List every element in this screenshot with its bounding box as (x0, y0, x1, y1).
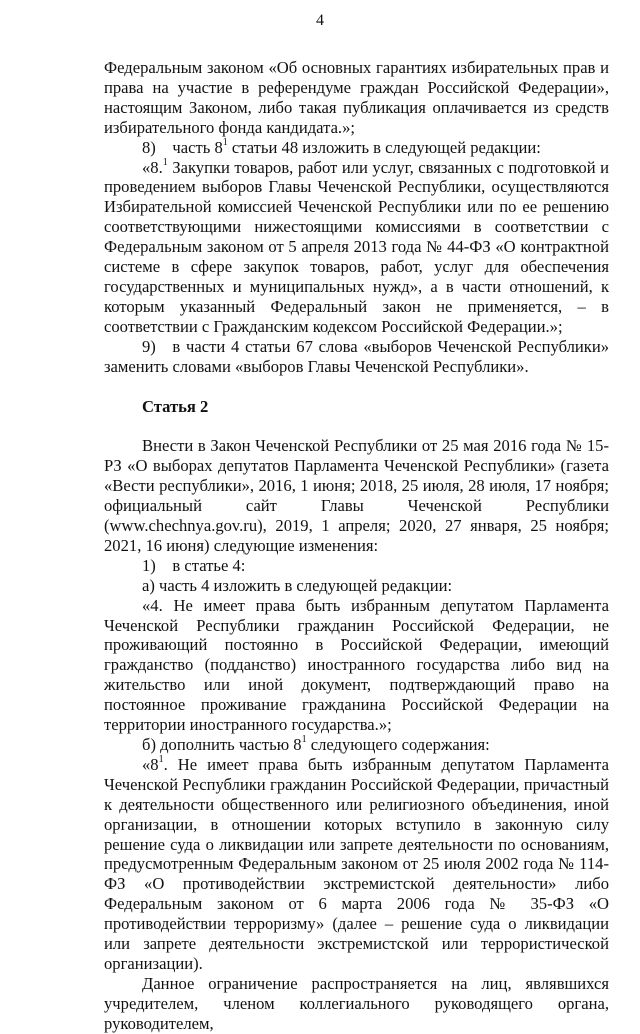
paragraph-part-4: «4. Не имеет права быть избранным депутатом Парламента Чеченской Республики гражданин Российской Федерации, не проживающий постоянно в Российской Федерации, имеющий гражданство (подданство) иностранного государства либо вид на жительство или иной документ, подтверждающий право на постоянное проживание гражданина Российской Федерации на территории иностранного государства.»; (104, 595, 609, 735)
part-8-1-text: . Не имеет права быть избранным депутатом Парламента Чеченской Республики гражданин Российской Федерации, причастный к деятельности общественного или религиозного объединения, иной организации, в отношении которых вступило в законную силу решение суда о ликвидации или запрете деятельности по основаниям, предусмотренным Федеральным законом от 25 июля 2002 года № 114-ФЗ «О противодействии экстремистской деятельности» либо Федеральным законом от 6 марта 2006 года № 35-ФЗ «О противодействии терроризму» (далее – решение суда о ликвидации или запрете деятельности экстремистской или террористической организации). (104, 754, 609, 973)
superscript: 1 (222, 137, 228, 149)
article-heading: Статья 2 (142, 396, 209, 416)
superscript: 1 (301, 734, 307, 746)
item-8-text-b: статьи 48 изложить в следующей редакции: (231, 137, 541, 157)
paragraph-law-continuation: Федеральным законом «Об основных гарантиях избирательных прав и права на участие в референдуме граждан Российской Федерации», настоящим Законом, либо такая публикация оплачивается из средств избирательного фонда кандидата.»; (104, 58, 609, 137)
paragraph-subitem-b (104, 735, 609, 755)
article-8-1-text: Закупки товаров, работ или услуг, связанных с подготовкой и проведением выборов Главы Чеченской Республики, осуществляются Избирательной комиссией Чеченской Республики или по ее решению соответствующими нижестоящими комиссиями в соответствии с Федеральным законом от 5 апреля 2013 года № 44-ФЗ «О контрактной системе в сфере закупок товаров, работ, услуг для обеспечения государственных и муниципальных нужд», а в части отношений, к которым указанный Федеральный закон не применяется, – в соответствии с Гражданским кодексом Российской Федерации.»; (104, 157, 609, 336)
article-8-1-number: «8. (142, 157, 163, 177)
paragraph-part-8-1 (104, 755, 609, 974)
superscript: 1 (162, 157, 168, 168)
part-8-1-number: «8 (142, 754, 159, 774)
item-8-text-a: 8) часть 8 (142, 137, 223, 157)
paragraph-restriction: Данное ограничение распространяется на лиц, являвшихся учредителем, членом коллегиального руководящего органа, руководителем, (104, 973, 609, 1033)
subitem-b-text-a: б) дополнить частью 8 (142, 735, 302, 754)
document-body (104, 58, 609, 1034)
paragraph-article-8-1 (104, 158, 609, 337)
paragraph-item-1: 1) в статье 4: (142, 555, 246, 575)
subitem-b-text-b: следующего содержания: (310, 735, 490, 754)
page-number: 4 (316, 12, 324, 29)
superscript: 1 (158, 754, 164, 766)
paragraph-article-2-intro: Внести в Закон Чеченской Республики от 25 мая 2016 года № 15-РЗ «О выборах депутатов Парламента Чеченской Республики» (газета «Вести республики», 2016, 1 июня; 2018, 25 июля, 28 июля, 17 ноября; официальный сайт Главы Чеченской Республики (www.chechnya.gov.ru), 2019, 1 апреля; 2020, 27 января, 25 ноября; 2021, 16 июня) следующие изменения: (104, 436, 609, 555)
paragraph-item-8 (104, 138, 609, 158)
paragraph-subitem-a: а) часть 4 изложить в следующей редакции: (142, 575, 453, 595)
paragraph-item-9: 9) в части 4 статьи 67 слова «выборов Чеченской Республики» заменить словами «выборов Главы Чеченской Республики». (104, 336, 609, 376)
